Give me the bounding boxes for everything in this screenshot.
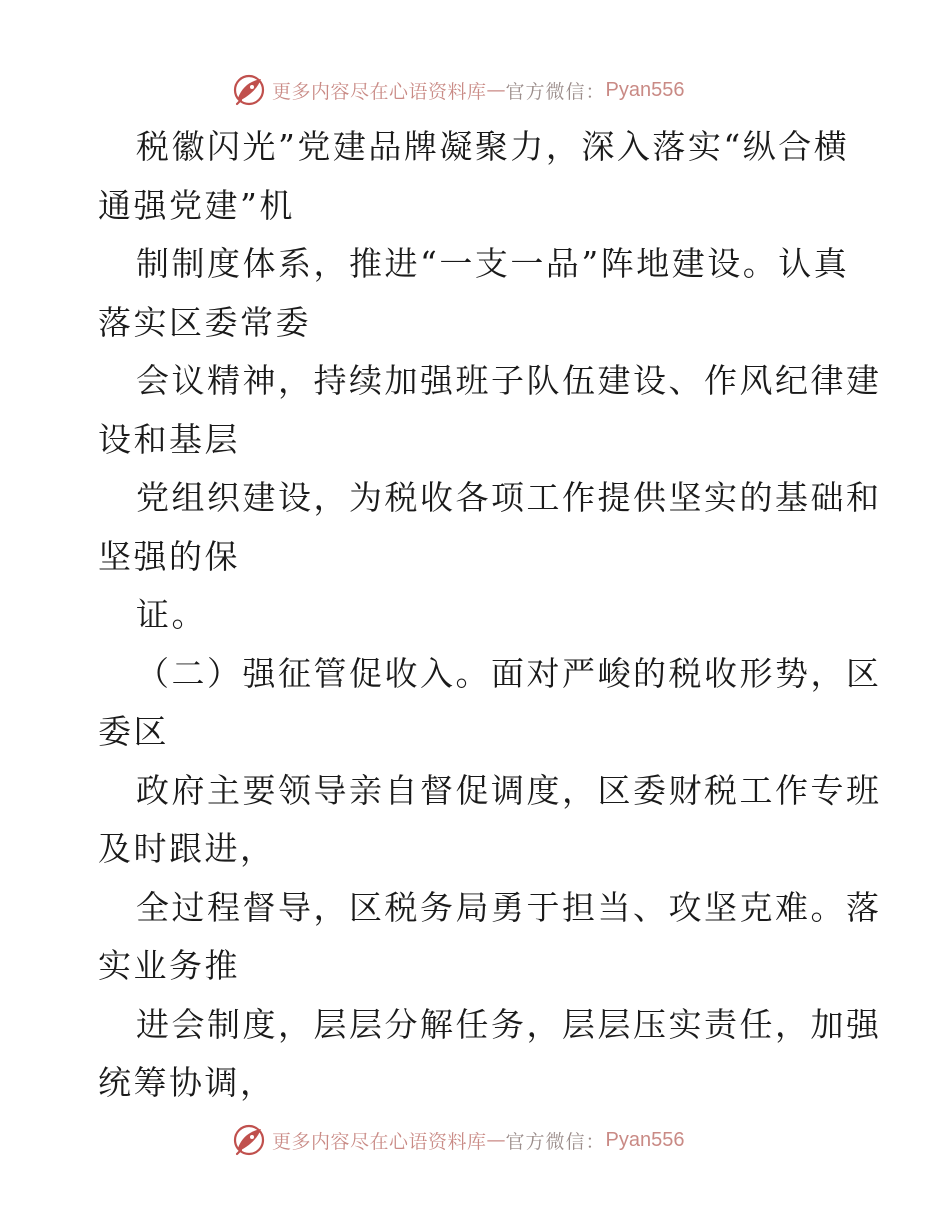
pen-nib-circle-logo-icon — [232, 73, 266, 107]
text-line: 全过程督导，区税务局勇于担当、攻坚克难。落 — [136, 887, 882, 927]
text-line: 统筹协调， — [98, 1063, 276, 1102]
text-line: 进会制度，层层分解任务，层层压实责任，加强 — [136, 1004, 882, 1044]
text-line: 通强党建”机 — [98, 185, 295, 225]
text-line: 及时跟进， — [98, 829, 276, 868]
text-line: 坚强的保 — [98, 536, 240, 576]
text-line: 设和基层 — [98, 419, 240, 459]
text-line: 落实区委常委 — [98, 302, 311, 342]
pen-nib-circle-logo-icon — [232, 1123, 266, 1157]
banner-wechat-id: Pyan556 — [605, 78, 685, 101]
text-line: （二）强征管促收入。面对严峻的税收形势，区 — [136, 653, 882, 693]
banner-wechat-label: 官方微信： — [505, 80, 606, 103]
banner-text: 更多内容尽在心语资料库 — [272, 1130, 487, 1153]
text-line: 制制度体系，推进“一支一品”阵地建设。认真 — [136, 244, 850, 283]
banner-wechat-label: 官方微信： — [505, 1130, 606, 1153]
text-line: 党组织建设，为税收各项工作提供坚实的基础和 — [136, 478, 882, 517]
header-banner — [232, 70, 685, 110]
text-line: 实业务推 — [98, 946, 240, 985]
banner-separator: — — [486, 79, 506, 101]
document-body — [98, 118, 882, 1113]
text-line: 政府主要领导亲自督促调度，区委财税工作专班 — [136, 770, 882, 810]
text-line: 证。 — [136, 595, 207, 634]
banner-separator: — — [486, 1129, 506, 1151]
footer-banner — [232, 1120, 685, 1160]
banner-text: 更多内容尽在心语资料库 — [272, 80, 487, 103]
text-line: 税徽闪光”党建品牌凝聚力，深入落实“纵合横 — [136, 127, 850, 166]
text-line: 委区 — [98, 712, 169, 751]
text-line: 会议精神，持续加强班子队伍建设、作风纪律建 — [136, 361, 882, 400]
banner-wechat-id: Pyan556 — [605, 1128, 685, 1151]
